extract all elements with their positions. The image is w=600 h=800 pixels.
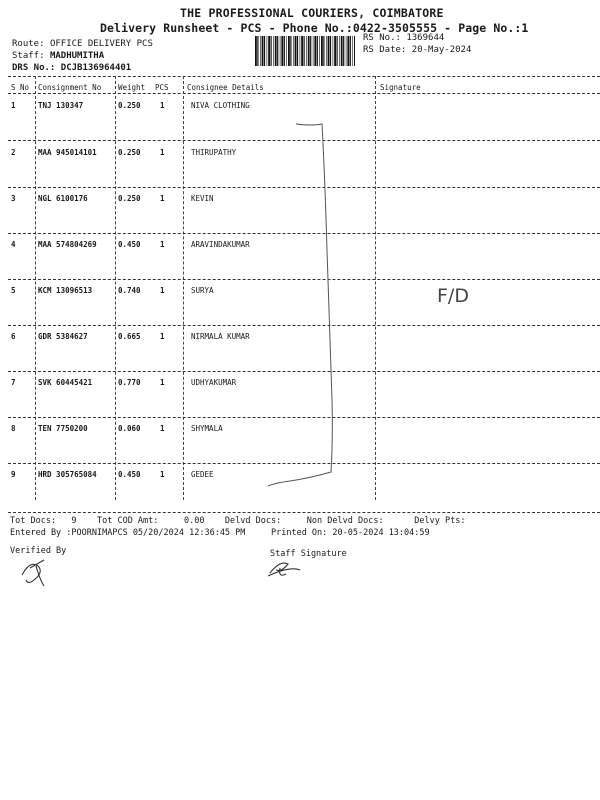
table-header-rule [8,93,600,94]
row-pcs: 1 [160,470,165,479]
barcode-icon [255,36,355,66]
route-value: OFFICE DELIVERY PCS [49,39,153,49]
staff-signature-icon [268,563,300,576]
staff-line [12,51,104,61]
col-header-weight: Weight [118,83,146,92]
row-consignment: MAA 574804269 [38,240,97,249]
company-title: THE PROFESSIONAL COURIERS, COIMBATORE [180,6,444,20]
row-consignee: UDHYAKUMAR [191,378,237,387]
totals-line: Tot Docs: 9 Tot COD Amt: 0.00 Delvd Docs: Non Delvd Docs: Delvy Pts: [10,516,466,526]
row-sno: 3 [11,194,16,203]
row-pcs: 1 [160,194,165,203]
row-weight: 0.450 [118,240,141,249]
row-weight: 0.250 [118,148,141,157]
row-rule [8,463,600,464]
row-weight: 0.740 [118,286,141,295]
row-sno: 6 [11,332,16,341]
row-consignment: SVK 60445421 [38,378,93,387]
drs-value: DCJB136964401 [60,63,132,73]
staff-label: Staff: [12,51,45,61]
verified-by-label: Verified By [10,546,67,556]
row-sno: 1 [11,101,16,110]
row-rule [8,417,600,418]
row-rule [8,279,600,280]
col-header-consignment: Consignment No [38,83,102,92]
row-weight: 0.250 [118,101,141,110]
row-consignee: NIVA CLOTHING [191,101,250,110]
row-sno: 4 [11,240,16,249]
col-header-consignee: Consignee Details [187,83,264,92]
route-line [12,39,153,49]
route-label: Route: [12,39,45,49]
row-weight: 0.770 [118,378,141,387]
row-pcs: 1 [160,332,165,341]
bracket-line [268,124,332,486]
row-sno: 9 [11,470,16,479]
row-consignment: MAA 945014101 [38,148,97,157]
table-bottom-rule [8,512,600,513]
row-rule [8,325,600,326]
row-consignee: SURYA [191,286,214,295]
drs-line [12,63,131,73]
fd-handwritten-note: F/D [437,285,469,307]
row-sno: 7 [11,378,16,387]
row-pcs: 1 [160,286,165,295]
row-sno: 5 [11,286,16,295]
table-top-rule [8,76,600,77]
row-weight: 0.665 [118,332,141,341]
row-weight: 0.250 [118,194,141,203]
row-consignment: GDR 5384627 [38,332,88,341]
rs-number: RS No.: 1369644 [363,33,445,43]
row-weight: 0.060 [118,424,141,433]
row-rule [8,187,600,188]
row-consignee: THIRUPATHY [191,148,237,157]
row-consignment: HRD 305765084 [38,470,97,479]
row-sno: 2 [11,148,16,157]
row-rule [8,233,600,234]
row-consignee: ARAVINDAKUMAR [191,240,250,249]
row-sno: 8 [11,424,16,433]
row-pcs: 1 [160,240,165,249]
row-consignee: SHYMALA [191,424,223,433]
drs-label: DRS No.: [12,63,56,73]
row-pcs: 1 [160,378,165,387]
row-pcs: 1 [160,424,165,433]
row-rule [8,371,600,372]
row-consignment: NGL 6100176 [38,194,88,203]
row-rule [8,140,600,141]
row-pcs: 1 [160,148,165,157]
row-consignee: NIRMALA KUMAR [191,332,250,341]
row-consignment: KCM 13096513 [38,286,93,295]
col-header-signature: Signature [380,83,421,92]
row-consignment: TEN 7750200 [38,424,88,433]
row-consignee: GEDEE [191,470,214,479]
runsheet-subtitle: Delivery Runsheet - PCS - Phone No.:0422-3505555 - Page No.:1 [100,21,529,35]
col-header-sno: S No [11,83,30,92]
row-weight: 0.450 [118,470,141,479]
entered-by-line: Entered By :POORNIMAPCS 05/20/2024 12:36:45 PM Printed On: 20-05-2024 13:04:59 [10,528,430,538]
row-consignee: KEVIN [191,194,214,203]
staff-value: MADHUMITHA [49,51,105,61]
row-pcs: 1 [160,101,165,110]
rs-date: RS Date: 20-May-2024 [363,45,472,55]
verified-signature-icon [22,560,44,586]
col-header-pcs: PCS [155,83,169,92]
row-consignment: TNJ 130347 [38,101,84,110]
staff-signature-label: Staff Signature [270,549,347,559]
